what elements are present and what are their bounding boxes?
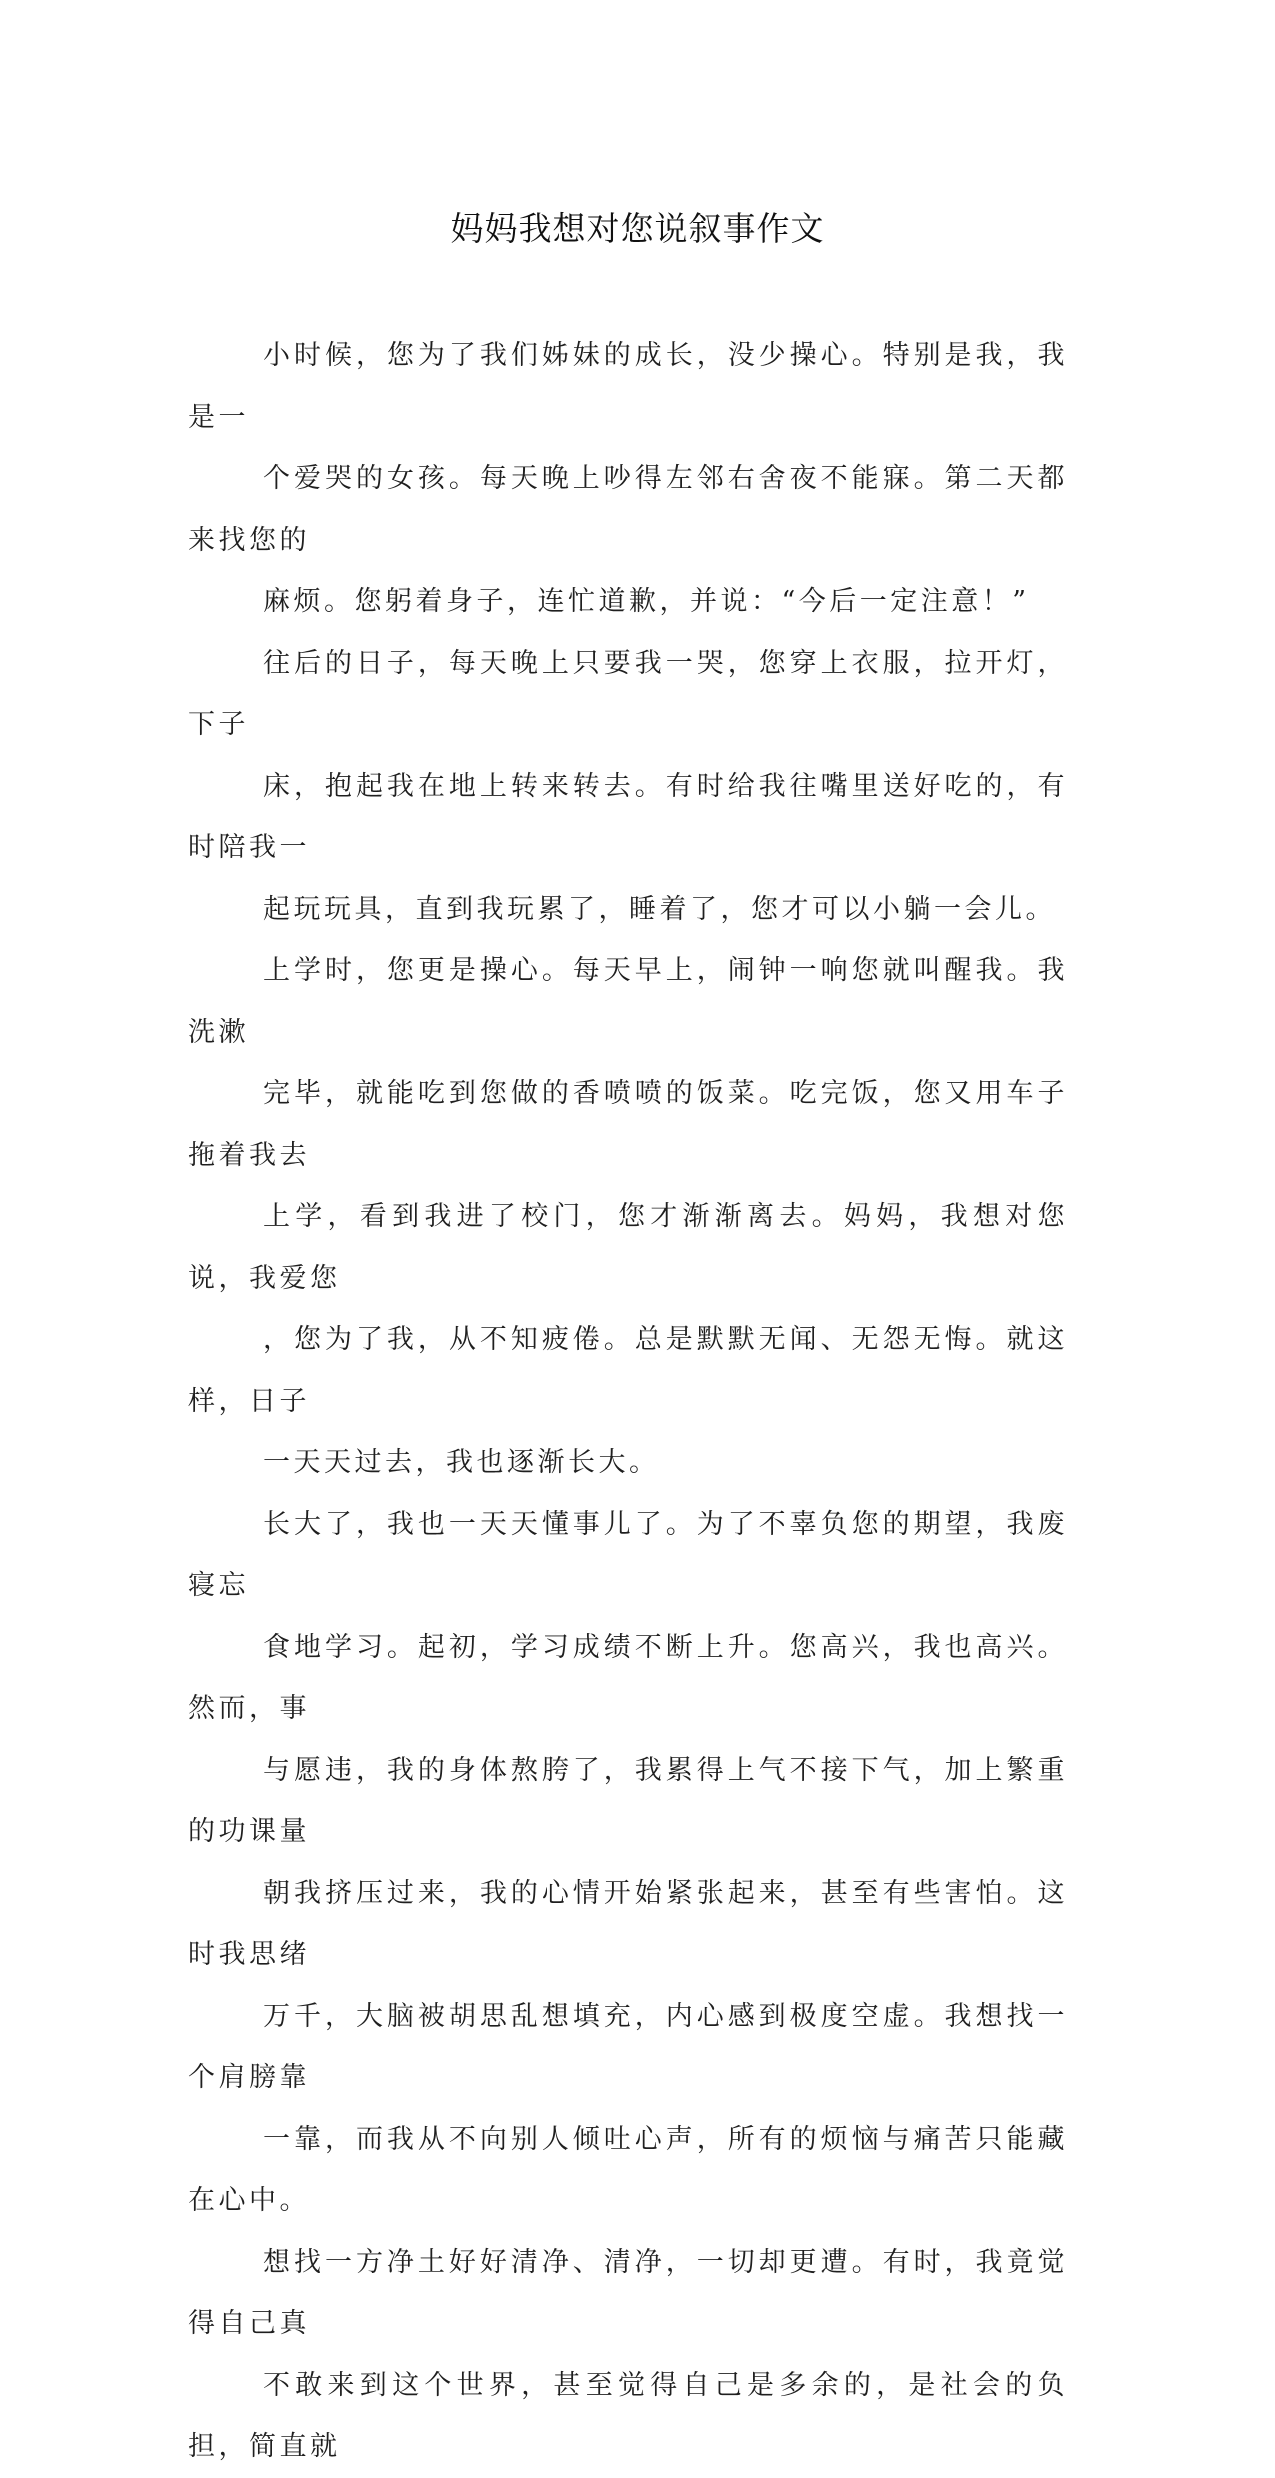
paragraph-1 xyxy=(188,325,1068,633)
text-line: 小时候，您为了我们姊妹的成长，没少操心。特别是我，我是一 xyxy=(188,340,1068,433)
text-line: 长大了，我也一天天懂事儿了。为了不辜负您的期望，我废寝忘 xyxy=(188,1508,1068,1601)
paragraph-2 xyxy=(188,633,1068,941)
document-body xyxy=(188,325,1068,2478)
text-line: 食地学习。起初，学习成绩不断上升。您高兴，我也高兴。然而，事 xyxy=(188,1631,1068,1724)
text-line: 麻烦。您躬着身子，连忙道歉，并说：“今后一定注意！” xyxy=(263,586,1030,617)
text-line: 起玩玩具，直到我玩累了，睡着了，您才可以小躺一会儿。 xyxy=(263,893,1056,925)
text-line: 上学，看到我进了校门，您才渐渐离去。妈妈，我想对您说，我爱您 xyxy=(188,1201,1068,1294)
document-title: 妈妈我想对您说叙事作文 xyxy=(450,209,825,248)
text-line: 一靠，而我从不向别人倾吐心声，所有的烦恼与痛苦只能藏在心中。 xyxy=(188,2123,1068,2216)
text-line: ，您为了我，从不知疲倦。总是默默无闻、无怨无悔。就这样，日子 xyxy=(188,1324,1068,1417)
text-line: 不敢来到这个世界，甚至觉得自己是多余的，是社会的负担，简直就 xyxy=(188,2369,1068,2462)
text-line: 个爱哭的女孩。每天晚上吵得左邻右舍夜不能寐。第二天都来找您的 xyxy=(188,463,1068,556)
text-line: 往后的日子，每天晚上只要我一哭，您穿上衣服，拉开灯，下子 xyxy=(188,647,1068,740)
text-line: 朝我挤压过来，我的心情开始紧张起来，甚至有些害怕。这时我思绪 xyxy=(188,1877,1068,1970)
paragraph-4 xyxy=(188,1494,1068,2478)
text-line: 上学时，您更是操心。每天早上，闹钟一响您就叫醒我。我洗漱 xyxy=(188,955,1068,1048)
text-line: 与愿违，我的身体熬胯了，我累得上气不接下气，加上繁重的功课量 xyxy=(188,1754,1068,1847)
text-line: 完毕，就能吃到您做的香喷喷的饭菜。吃完饭，您又用车子拖着我去 xyxy=(188,1078,1068,1171)
text-line: 想找一方净土好好清净、清净，一切却更遭。有时，我竟觉得自己真 xyxy=(188,2246,1068,2339)
text-line: 一天天过去，我也逐渐长大。 xyxy=(263,1447,660,1478)
text-line: 床，抱起我在地上转来转去。有时给我往嘴里送好吃的，有时陪我一 xyxy=(188,770,1068,863)
paragraph-3 xyxy=(188,940,1068,1494)
text-line: 万千，大脑被胡思乱想填充，内心感到极度空虚。我想找一个肩膀靠 xyxy=(188,2000,1068,2093)
